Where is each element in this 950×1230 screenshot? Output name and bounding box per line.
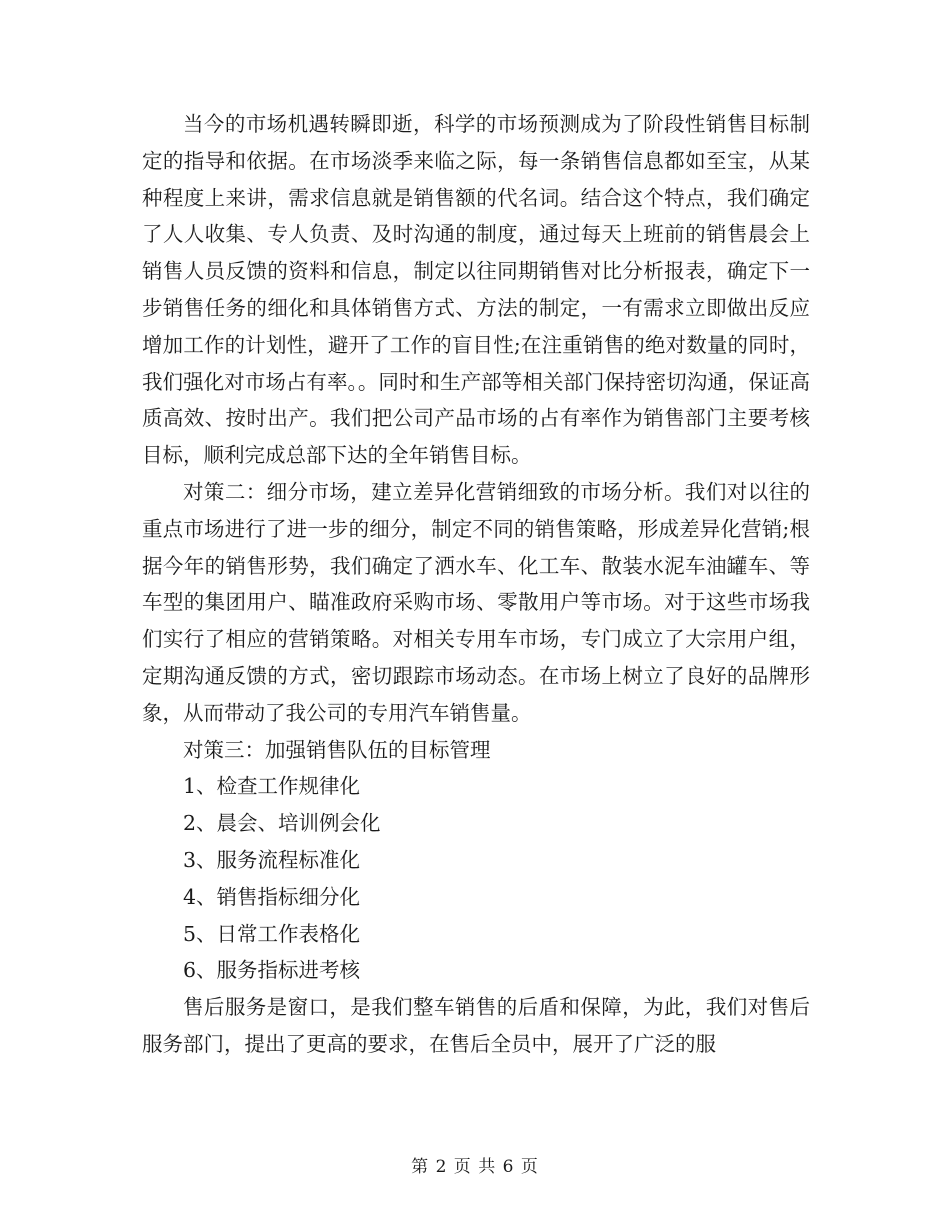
list-item: 1、检查工作规律化 (183, 774, 361, 799)
measures-list (142, 768, 810, 989)
body-paragraph-2: 对策二：细分市场，建立差异化营销细致的市场分析。我们对以往的重点市场进行了进一步的细分，制定不同的销售策略，形成差异化营销;根据今年的销售形势，我们确定了洒水车、化工车、散装水泥车油罐车、等车型的集团用户、瞄准政府采购市场、零散用户等市场。对于这些市场我们实行了相应的营销策略。对相关专用车市场，专门成立了大宗用户组，定期沟通反馈的方式，密切跟踪市场动态。在市场上树立了良好的品牌形象，从而带动了我公司的专用汽车销售量。 (142, 479, 810, 725)
body-paragraph-1: 当今的市场机遇转瞬即逝，科学的市场预测成为了阶段性销售目标制定的指导和依据。在市场淡季来临之际，每一条销售信息都如至宝，从某种程度上来讲，需求信息就是销售额的代名词。结合这个特点，我们确定了人人收集、专人负责、及时沟通的制度，通过每天上班前的销售晨会上销售人员反馈的资料和信息，制定以往同期销售对比分析报表，确定下一步销售任务的细化和具体销售方式、方法的制定，一有需求立即做出反应增加工作的计划性，避开了工作的盲目性;在注重销售的绝对数量的同时，我们强化对市场占有率。。同时和生产部等相关部门保持密切沟通，保证高质高效、按时出产。我们把公司产品市场的占有率作为销售部门主要考核目标，顺利完成总部下达的全年销售目标。 (142, 112, 810, 468)
list-item: 4、销售指标细分化 (183, 884, 361, 909)
section-heading: 对策三：加强销售队伍的目标管理 (183, 737, 491, 762)
document-body (142, 106, 810, 1063)
page-number-footer: 第 2 页 共 6 页 (411, 1157, 539, 1177)
list-item: 3、服务流程标准化 (183, 847, 361, 872)
body-paragraph-3: 售后服务是窗口，是我们整车销售的后盾和保障，为此，我们对售后服务部门，提出了更高的要求，在售后全员中，展开了广泛的服 (142, 995, 810, 1056)
list-item: 5、日常工作表格化 (183, 921, 361, 946)
list-item: 2、晨会、培训例会化 (183, 811, 381, 836)
list-item: 6、服务指标进考核 (183, 958, 361, 983)
